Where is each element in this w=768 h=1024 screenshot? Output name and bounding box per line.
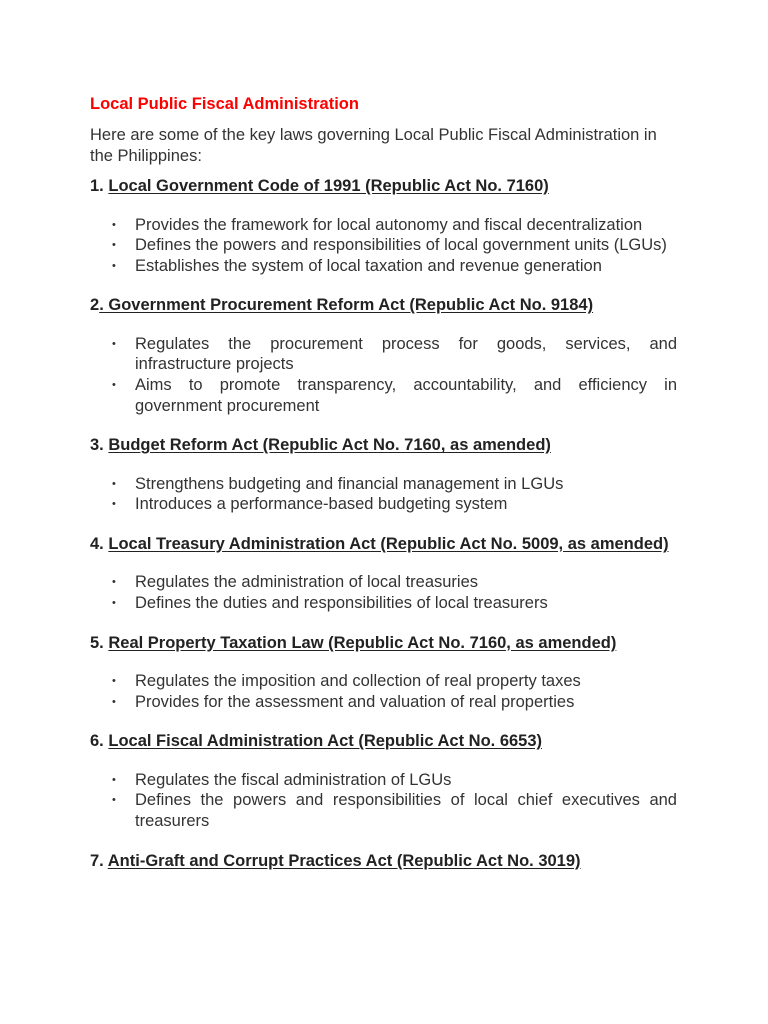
point-text: Aims to promote transparency, accountability, and efficiency in government procurement	[135, 375, 677, 415]
law-title: Real Property Taxation Law (Republic Act No. 7160, as amended)	[108, 633, 617, 652]
list-item	[90, 375, 677, 416]
law-number: 2	[90, 296, 100, 315]
list-item	[90, 474, 677, 495]
list-item	[90, 494, 677, 515]
law-title: Local Treasury Administration Act (Republic Act No. 5009, as amended)	[108, 534, 669, 553]
law-points-2	[90, 334, 677, 416]
point-text: Provides for the assessment and valuation of real properties	[135, 692, 575, 711]
law-number: 5.	[90, 633, 104, 652]
point-text: Regulates the procurement process for goods, services, and infrastructure projects	[135, 334, 677, 374]
document-title: Local Public Fiscal Administration	[90, 95, 359, 113]
bullet-icon: •	[112, 675, 116, 688]
law-heading-3	[90, 435, 677, 456]
law-number: 1.	[90, 177, 104, 195]
bullet-icon: •	[112, 596, 116, 609]
list-item	[90, 593, 677, 614]
law-title: . Government Procurement Reform Act (Republic Act No. 9184)	[99, 296, 594, 315]
law-points-6	[90, 770, 677, 832]
bullet-icon: •	[112, 218, 116, 231]
law-title: Anti-Graft and Corrupt Practices Act (Republic Act No. 3019)	[107, 851, 581, 870]
bullet-icon: •	[112, 695, 116, 708]
law-heading-5	[90, 633, 677, 654]
point-text: Regulates the fiscal administration of LGUs	[135, 770, 452, 789]
document-page	[90, 94, 677, 871]
point-text: Defines the powers and responsibilities of local government units (LGUs)	[135, 236, 667, 255]
bullet-icon: •	[112, 259, 116, 272]
law-heading-4	[90, 534, 677, 555]
bullet-icon: •	[112, 239, 116, 252]
law-number: 7.	[90, 851, 104, 870]
list-item	[90, 334, 677, 375]
point-text: Introduces a performance-based budgeting system	[135, 495, 508, 514]
list-item	[90, 692, 677, 713]
list-item	[90, 235, 677, 256]
law-title: Local Fiscal Administration Act (Republic Act No. 6653)	[108, 732, 543, 751]
bullet-icon: •	[112, 794, 116, 807]
point-text: Regulates the administration of local treasuries	[135, 573, 479, 592]
point-text: Provides the framework for local autonomy and fiscal decentralization	[135, 215, 643, 234]
list-item	[90, 256, 677, 277]
law-title: Local Government Code of 1991 (Republic Act No. 7160)	[108, 177, 549, 195]
law-points-4	[90, 572, 677, 613]
list-item	[90, 770, 677, 791]
law-points-5	[90, 671, 677, 712]
law-points-1	[90, 215, 677, 277]
bullet-icon: •	[112, 773, 116, 786]
law-number: 6.	[90, 732, 104, 751]
list-item	[90, 790, 677, 831]
list-item	[90, 671, 677, 692]
law-heading-2	[90, 295, 677, 316]
bullet-icon: •	[112, 378, 116, 391]
bullet-icon: •	[112, 477, 116, 490]
law-heading-7	[90, 851, 677, 872]
list-item	[90, 572, 677, 593]
law-title: Budget Reform Act (Republic Act No. 7160, as amended)	[108, 436, 551, 455]
intro-paragraph: Here are some of the key laws governing Local Public Fiscal Administration in the Philippines:	[90, 126, 657, 165]
law-heading-1	[90, 176, 677, 197]
point-text: Defines the powers and responsibilities of local chief executives and treasurers	[135, 791, 677, 830]
point-text: Establishes the system of local taxation and revenue generation	[135, 256, 602, 275]
law-points-3	[90, 474, 677, 515]
bullet-icon: •	[112, 576, 116, 589]
law-number: 3.	[90, 436, 104, 455]
bullet-icon: •	[112, 498, 116, 511]
point-text: Strengthens budgeting and financial management in LGUs	[135, 474, 564, 493]
bullet-icon: •	[112, 337, 116, 350]
law-number: 4.	[90, 534, 104, 553]
point-text: Defines the duties and responsibilities of local treasurers	[135, 593, 548, 612]
law-heading-6	[90, 731, 677, 752]
list-item	[90, 215, 677, 236]
point-text: Regulates the imposition and collection of real property taxes	[135, 672, 581, 691]
